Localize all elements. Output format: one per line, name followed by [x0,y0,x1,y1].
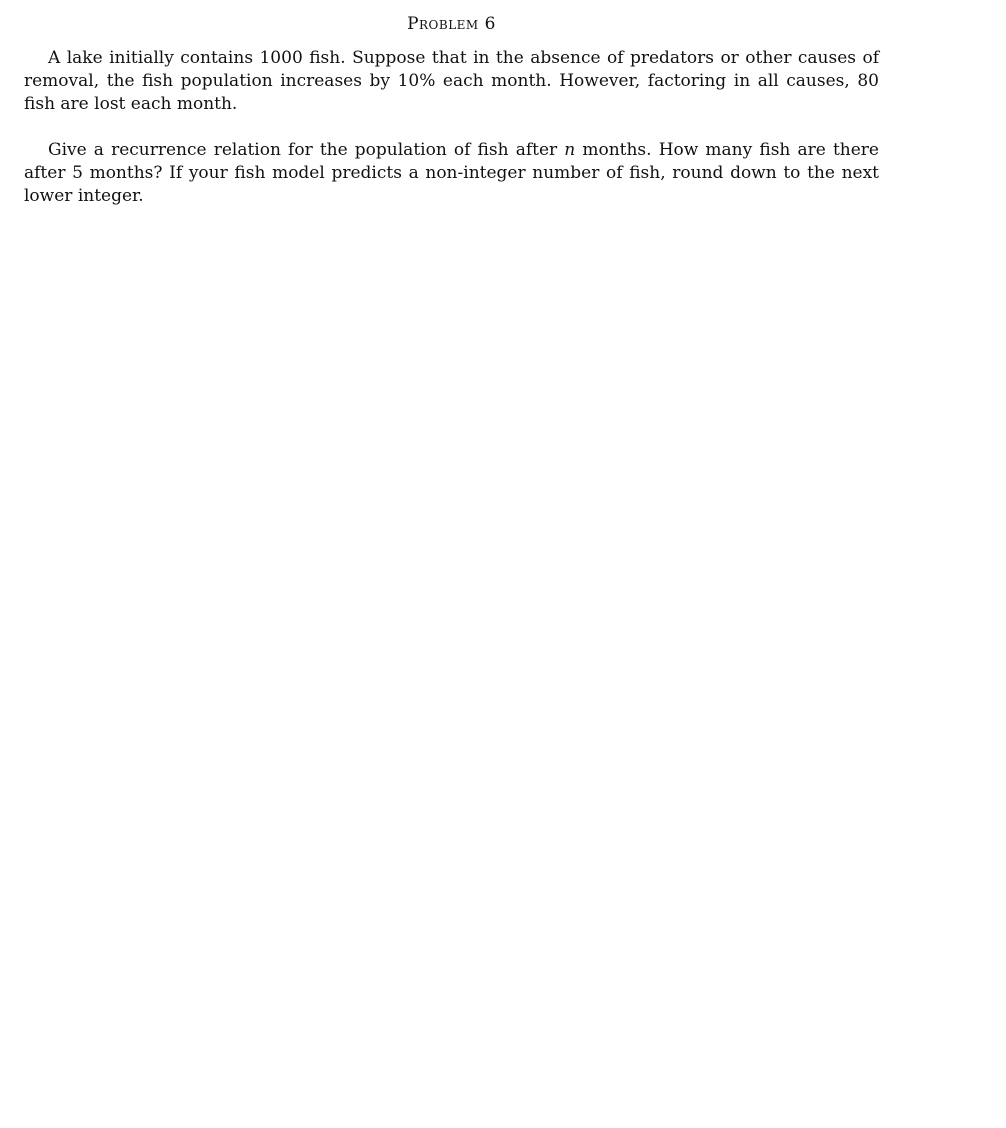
problem-paragraph-2 [24,139,879,209]
math-variable-n: n [564,140,576,160]
problem-paragraph-1: A lake initially contains 1000 fish. Suppose that in the absence of predators or other causes of removal, the fish population increases by 10% each month. However, factoring in all causes, 80 fish are lost each month. [24,48,879,115]
paragraph-2-text-end: months. How many fish are there after 5 months? If your fish model predicts a non-integer number of fish, round down to the next lower integer. [24,140,879,207]
paragraph-2-text-start: Give a recurrence relation for the population of fish after [48,140,565,160]
problem-heading: Problem 6 [407,14,496,34]
